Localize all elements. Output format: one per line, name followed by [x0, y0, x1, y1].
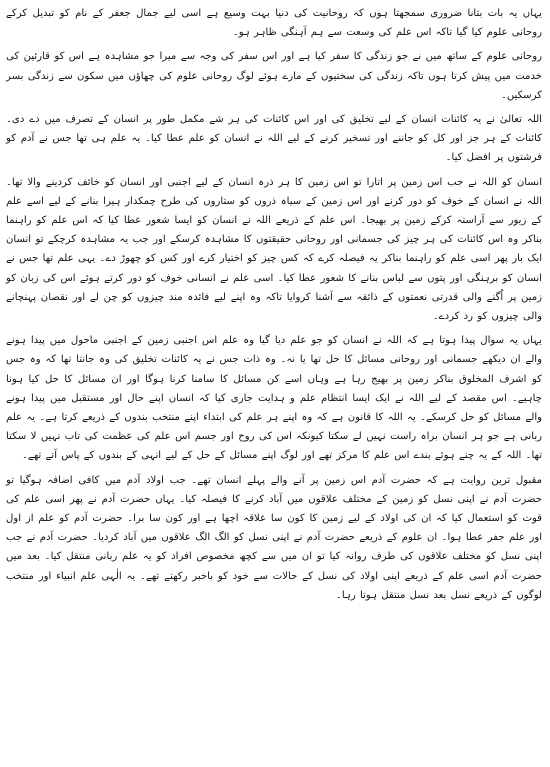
paragraph-life-journey: روحانی علوم کے ساتھ میں نے جو زندگی کا سفر کیا ہے اور اس سفر کی وجہ سے میرا جو مشاہدہ ہے اس کو قارئین کی خدمت میں پیش کرتا ہوں تاکہ زندگی کی سختیوں کے مارے ہوئے لوگ روحانی علوم کی چھاؤں میں سکون سے زندگی بسر کرسکیں۔ — [6, 51, 542, 101]
paragraph-creation-of-universe: اللہ تعالیٰ نے یہ کائنات انسان کے لیے تخلیق کی اور اس کائنات کی ہر شے مکمل طور پر انسان کے تصرف میں دے دی۔ کائنات کے ہر جز اور کل کو جاننے اور تسخیر کرنے کے لیے اللہ نے انسان کو علم عطا کیا۔ یہ علم ہی تھا جس نے آدم کو فرشتوں پر افضل کیا۔ — [6, 114, 542, 164]
paragraph-human-on-earth: انسان کو اللہ نے جب اس زمین پر اتارا تو اس زمین کا ہر ذرہ انسان کے لیے اجنبی اور انسان کو خائف کردینے والا تھا۔ اللہ نے انسان کے خوف کو دور کرنے اور اس زمین کے سیاہ ذروں کو ستاروں کی طرح چمکدار ہیرا بنانے کے لیے اسے علم کے زیور سے آراستہ کرکے زمین پر بھیجا۔ اس علم کے ذریعے اللہ نے انسان کو ایسا شعور عطا کیا کہ اس علم کو راہنما بناکر وہ اس کائنات کی ہر چیز کی جسمانی اور روحانی حقیقتوں کا مشاہدہ کرسکے اور جب یہ مشاہدہ کرچکے تو انسان ایک بار پھر اسی علم کو راہنما بناکر یہ فیصلہ کرے کہ کس چیز کو اختیار کرے اور کس کو چھوڑ دے۔ یہی علم تھا جس نے انسان کو برہنگی اور پتوں سے لباس بنانے کا شعور عطا کیا۔ اسی علم نے انسانی خوف کو دور کرتے ہوئے اس کی زبان کو زمین پر اُگنے والی قدرتی نعمتوں کے ذائقہ سے آشنا کروایا تاکہ وہ اپنے لیے فائدہ مند چیزوں کو چن لے اور نقصان پہنچانے والی چیزوں کو رد کردے۔ — [6, 176, 542, 323]
paragraph-adam-tradition: مقبول ترین روایت ہے کہ حضرت آدم اس زمین پر آنے والے پہلے انسان تھے۔ جب اولاد آدم میں کافی اضافہ ہوگیا تو حضرت آدم نے اپنی نسل کو زمین کے مختلف علاقوں میں آباد کرنے کا فیصلہ کیا۔ یہاں حضرت آدم نے پھر اسی علم کی قوت کو استعمال کیا کہ ان کی اولاد کے لیے زمین کا کون سا علاقہ اچھا ہے اور کون سا برا۔ حضرت آدم کو علم از اول اور علم جفر عطا ہوا۔ ان علوم کے ذریعے حضرت آدم نے اپنی نسل کو الگ الگ علاقوں میں آباد کردیا۔ حضرت آدم نے جب اپنی نسل کو مختلف علاقوں کی طرف روانہ کیا تو ان میں سے کچھ مخصوص افراد کو یہ علم ربانی منتقل کیا۔ بعد میں حضرت آدم اسی علم کے ذریعے اپنی اولاد کی نسل کے حالات سے خود کو باخبر رکھتے تھے۔ یہ الٰہی علم انبیاء اور منتخب لوگوں کے ذریعے نسل بعد نسل منتقل ہوتا رہا۔ — [6, 474, 542, 601]
paragraph-divine-knowledge: یہاں یہ سوال پیدا ہوتا ہے کہ اللہ نے انسان کو جو علم دیا گیا وہ علم اس اجنبی زمین کے اجنبی ماحول میں پیدا ہونے والے ان دیکھے جسمانی اور روحانی مسائل کا حل تھا یا نہ۔ وہ ذات جس نے یہ کائنات تخلیق کی وہ جانتا تھا کہ وہ جس کو اشرف المخلوق بناکر زمین پر بھیج رہا ہے وہاں اسے کن مسائل کا سامنا کرنا ہوگا اور ان مسائل کا حل کیا ہونا چاہیے۔ اس مقصد کے لیے اللہ نے ایک ایسا انتظام علم و ہدایت جاری کیا کہ انسان اپنے حال اور مستقبل میں پیدا ہونے والے مسائل کو حل کرسکے۔ یہ اللہ کا قانون ہے کہ وہ اپنے ہر علم کی ابتداء اپنے منتخب بندوں کے ذریعے کرتا ہے۔ یہ علم ربانی ہے جو ہر انسان براہ راست نہیں لے سکتا کیونکہ اس کی روح اور جسم اس علم کی عظمت کی تاب نہیں لا سکتا تھا۔ اللہ کے یہ چنے ہوئے بندے اس علم کا مرکز تھے اور لوگ اپنے مسائل کے حل کے لیے انہی کے بندوں کے پاس آتے تھے۔ — [6, 335, 542, 462]
paragraph-intro-note: یہاں یہ بات بتانا ضروری سمجھتا ہوں کہ روحانیت کی دنیا بہت وسیع ہے اسی لیے جمال جعفر کے نام کو تبدیل کرکے روحانی علوم کیا گیا تاکہ اس علم کی وسعت سے ہم آہنگی ظاہر ہو۔ — [6, 8, 542, 39]
